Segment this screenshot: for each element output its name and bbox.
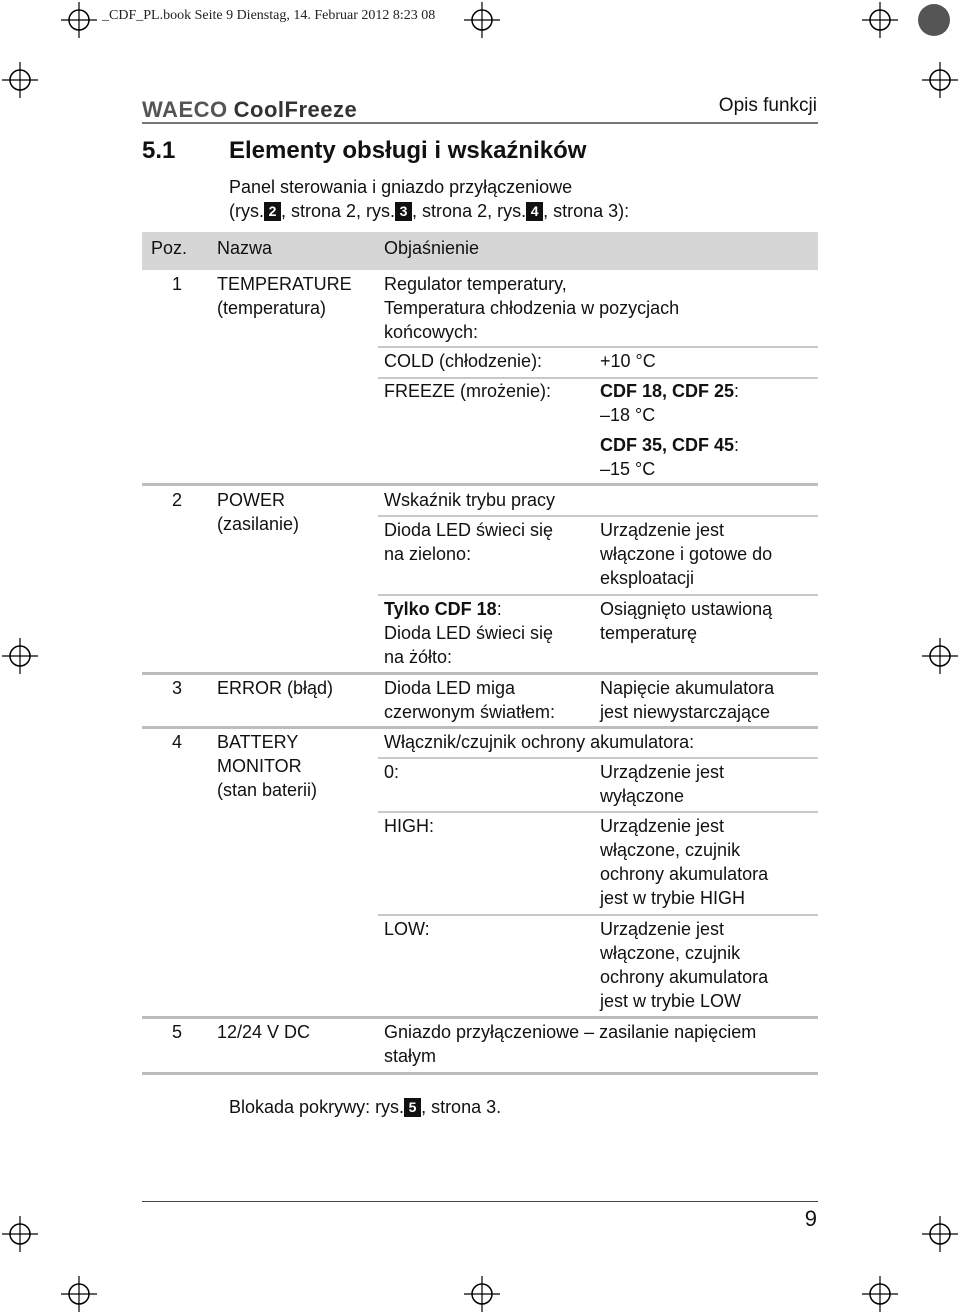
row3-desc-line: Dioda LED miga xyxy=(384,678,516,698)
switch-desc-line: Urządzenie jest xyxy=(600,762,725,782)
heading-title: Elementy obsługi i wskaźników xyxy=(229,137,587,164)
registration-mark-icon xyxy=(922,1216,958,1252)
row5-pos: 5 xyxy=(172,1022,183,1042)
registration-mark-icon xyxy=(61,2,97,38)
registration-mark-icon xyxy=(464,2,500,38)
row2-desc: Wskaźnik trybu pracy xyxy=(384,490,556,510)
switch-0-label: 0: xyxy=(384,762,400,782)
cold-value: +10 °C xyxy=(600,351,656,371)
row4-name-line: BATTERY xyxy=(217,732,299,752)
registration-mark-icon xyxy=(61,1276,97,1312)
row-separator xyxy=(142,1016,818,1019)
row4-name-line: (stan baterii) xyxy=(217,780,318,800)
col-header-pos: Poz. xyxy=(151,238,188,258)
row3-result xyxy=(600,676,774,724)
note-part: , strona 3. xyxy=(421,1097,502,1117)
led-yellow-label xyxy=(384,597,553,669)
intro-part: , strona 2, rys. xyxy=(281,201,396,221)
switch-low-label: LOW: xyxy=(384,919,430,939)
row5-desc-line: Gniazdo przyłączeniowe – zasilanie napięciem xyxy=(384,1022,757,1042)
switch-low-desc xyxy=(600,917,768,1013)
led-line: na zielono: xyxy=(384,544,472,564)
led-line: Dioda LED świeci się xyxy=(384,520,554,540)
led-green-desc xyxy=(600,518,772,590)
registration-mark-icon xyxy=(2,1216,38,1252)
switch-desc-line: ochrony akumulatora xyxy=(600,864,769,884)
led-line: na żółto: xyxy=(384,647,453,667)
registration-mark-icon xyxy=(922,638,958,674)
freeze-temp: –15 °C xyxy=(600,459,656,479)
table-divider xyxy=(378,914,818,916)
col-header-desc: Objaśnienie xyxy=(384,238,480,258)
row1-desc xyxy=(384,272,679,344)
row3-desc xyxy=(384,676,555,724)
row1-name-line: TEMPERATURE xyxy=(217,274,352,294)
row3-desc-line: czerwonym światłem: xyxy=(384,702,556,722)
registration-mark-icon xyxy=(464,1276,500,1312)
row4-name xyxy=(217,730,317,802)
row2-name-line: (zasilanie) xyxy=(217,514,300,534)
row1-name-line: (temperatura) xyxy=(217,298,327,318)
registration-mark-icon xyxy=(2,638,38,674)
row4-name-line: MONITOR xyxy=(217,756,302,776)
intro-part: , strona 2, rys. xyxy=(412,201,527,221)
figure-number-badge: 2 xyxy=(264,202,281,221)
switch-desc-line: Urządzenie jest xyxy=(600,919,725,939)
row3-pos: 3 xyxy=(172,678,183,698)
cold-label: COLD (chłodzenie): xyxy=(384,351,543,371)
table-divider xyxy=(378,594,818,596)
row3-result-line: Napięcie akumulatora xyxy=(600,678,775,698)
switch-high-label: HIGH: xyxy=(384,816,435,836)
row1-desc-line: Temperatura chłodzenia w pozycjach xyxy=(384,298,680,318)
intro-text xyxy=(229,175,629,223)
table-divider xyxy=(378,346,818,348)
freeze-value-2 xyxy=(600,433,739,481)
brand-product: CoolFreeze xyxy=(233,97,358,122)
page-number: 9 xyxy=(804,1206,817,1231)
row2-name-line: POWER xyxy=(217,490,286,510)
brand-logo xyxy=(142,97,357,123)
freeze-colon: : xyxy=(734,435,740,455)
row3-name: ERROR (błąd) xyxy=(217,678,334,698)
footer-rule xyxy=(142,1201,818,1202)
led-green-label xyxy=(384,518,553,566)
registration-mark-icon xyxy=(922,62,958,98)
led-desc-line: eksploatacji xyxy=(600,568,695,588)
led-desc-line: Osiągnięto ustawioną xyxy=(600,599,773,619)
col-header-name: Nazwa xyxy=(217,238,273,258)
table-divider xyxy=(378,811,818,813)
lid-lock-note xyxy=(229,1095,501,1119)
switch-desc-line: Urządzenie jest xyxy=(600,816,725,836)
row5-desc-line: stałym xyxy=(384,1046,437,1066)
led-desc-line: temperaturę xyxy=(600,623,698,643)
figure-number-badge: 5 xyxy=(404,1098,421,1117)
switch-desc-line: włączone, czujnik xyxy=(600,840,741,860)
switch-desc-line: włączone, czujnik xyxy=(600,943,741,963)
table-bottom-rule xyxy=(142,1072,818,1075)
note-part: Blokada pokrywy: rys. xyxy=(229,1097,405,1117)
figure-number-badge: 4 xyxy=(526,202,543,221)
row1-name xyxy=(217,272,352,320)
registration-mark-icon xyxy=(862,1276,898,1312)
registration-mark-icon xyxy=(862,2,898,38)
registration-mark-icon xyxy=(2,62,38,98)
only-colon: : xyxy=(496,599,502,619)
led-desc-line: włączone i gotowe do xyxy=(600,544,773,564)
switch-desc-line: jest w trybie LOW xyxy=(600,991,742,1011)
switch-high-desc xyxy=(600,814,768,910)
table-divider xyxy=(378,515,818,517)
color-bar-icon xyxy=(916,2,952,38)
intro-line2 xyxy=(229,199,629,223)
freeze-models: CDF 18, CDF 25 xyxy=(600,381,735,401)
brand-waeco: WAECO xyxy=(142,97,228,122)
intro-part: (rys. xyxy=(229,201,264,221)
switch-desc-line: wyłączone xyxy=(600,786,685,806)
switch-desc-line: jest w trybie HIGH xyxy=(600,888,746,908)
switch-desc-line: ochrony akumulatora xyxy=(600,967,769,987)
figure-number-badge: 3 xyxy=(395,202,412,221)
header-rule xyxy=(142,122,818,124)
row3-result-line: jest niewystarczające xyxy=(600,702,771,722)
print-header: _CDF_PL.book Seite 9 Dienstag, 14. Februar 2012 8:23 08 xyxy=(102,8,436,23)
row-separator xyxy=(142,726,818,729)
only-model: Tylko CDF 18 xyxy=(384,599,497,619)
freeze-colon: : xyxy=(734,381,740,401)
row2-name xyxy=(217,488,299,536)
row5-name: 12/24 V DC xyxy=(217,1022,311,1042)
led-desc-line: Urządzenie jest xyxy=(600,520,725,540)
heading-number: 5.1 xyxy=(142,137,176,164)
intro-part: , strona 3): xyxy=(543,201,630,221)
row4-desc: Włącznik/czujnik ochrony akumulatora: xyxy=(384,732,695,752)
row5-desc xyxy=(384,1020,756,1068)
row1-pos: 1 xyxy=(172,274,183,294)
row-separator xyxy=(142,672,818,675)
led-line: Dioda LED świeci się xyxy=(384,623,554,643)
row4-pos: 4 xyxy=(172,732,183,752)
row1-desc-line: Regulator temperatury, xyxy=(384,274,567,294)
freeze-label: FREEZE (mrożenie): xyxy=(384,381,552,401)
row2-pos: 2 xyxy=(172,490,183,510)
switch-0-desc xyxy=(600,760,724,808)
row1-desc-line: końcowych: xyxy=(384,322,479,342)
intro-line1: Panel sterowania i gniazdo przyłączeniowe xyxy=(229,177,573,197)
freeze-temp: –18 °C xyxy=(600,405,656,425)
table-divider xyxy=(378,757,818,759)
led-yellow-desc xyxy=(600,597,772,645)
freeze-value-1 xyxy=(600,379,739,427)
section-title: Opis funkcji xyxy=(718,95,817,116)
freeze-models: CDF 35, CDF 45 xyxy=(600,435,735,455)
row-separator xyxy=(142,483,818,486)
